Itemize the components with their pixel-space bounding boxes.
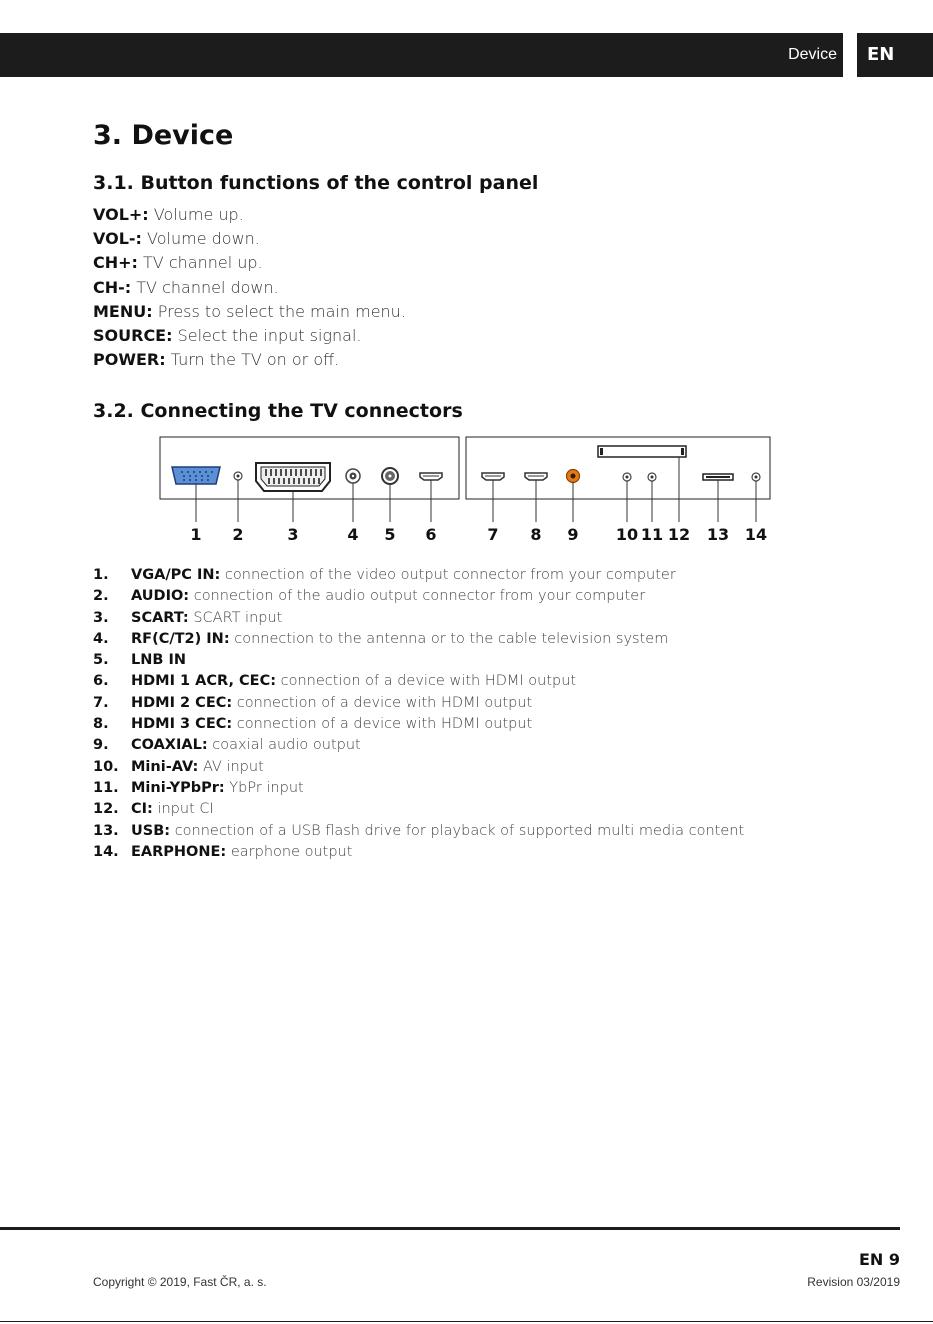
usb-port-icon xyxy=(703,474,733,480)
section-heading-buttons: 3.1. Button functions of the control panel xyxy=(93,172,539,194)
legend-text: connection of a device with HDMI output xyxy=(236,694,533,711)
legend-label: AUDIO: xyxy=(131,588,190,605)
legend-label: VGA/PC IN: xyxy=(131,567,221,583)
callout-number: 9 xyxy=(567,525,579,544)
legend-item xyxy=(93,757,893,778)
legend-number: 8. xyxy=(93,716,109,733)
button-key: CH-: xyxy=(93,277,132,297)
legend-number: 1. xyxy=(93,567,109,583)
legend-number: 5. xyxy=(93,652,109,669)
legend-text: connection of the video output connector from your computer xyxy=(224,567,676,583)
legend-text: AV input xyxy=(202,758,264,775)
language-tab: EN xyxy=(857,33,933,77)
button-key: POWER: xyxy=(93,350,166,370)
connector-diagram xyxy=(0,430,933,550)
section-heading-connectors: 3.2. Connecting the TV connectors xyxy=(93,400,463,422)
connector-legend xyxy=(93,565,893,863)
hdmi-port-icon xyxy=(525,473,547,480)
legend-text: coaxial audio output xyxy=(212,737,361,754)
callout-number: 12 xyxy=(667,525,691,544)
legend-item xyxy=(93,842,893,863)
legend-number: 11. xyxy=(93,779,119,796)
button-desc: Turn the TV on or off. xyxy=(170,350,340,370)
scart-port-icon xyxy=(256,463,330,491)
coaxial-port-icon xyxy=(567,470,580,483)
legend-number: 3. xyxy=(93,609,109,626)
button-function-row xyxy=(93,300,793,324)
legend-number: 13. xyxy=(93,822,119,839)
button-function-row xyxy=(93,251,793,275)
legend-number: 7. xyxy=(93,694,109,711)
button-key: CH+: xyxy=(93,253,138,273)
legend-label: LNB IN xyxy=(131,652,187,669)
legend-label: RF(C/T2) IN: xyxy=(131,630,230,647)
legend-item xyxy=(93,714,893,735)
button-key: SOURCE: xyxy=(93,326,173,346)
page-number: EN 9 xyxy=(858,1250,900,1269)
rf-antenna-port-icon xyxy=(346,469,360,483)
button-desc: Volume down. xyxy=(147,229,260,249)
callout-number: 11 xyxy=(640,525,664,544)
button-function-row xyxy=(93,227,793,251)
copyright-notice: Copyright © 2019, Fast ČR, a. s. xyxy=(93,1275,267,1289)
header-section-title: Device xyxy=(788,46,837,63)
legend-number: 9. xyxy=(93,737,109,754)
callout-number: 8 xyxy=(530,525,542,544)
hdmi-port-icon xyxy=(482,473,504,480)
legend-text: connection of a USB flash drive for playback of supported multi media content xyxy=(174,822,745,839)
legend-number: 2. xyxy=(93,588,109,605)
legend-item xyxy=(93,799,893,820)
callout-number: 4 xyxy=(347,525,359,544)
button-key: VOL-: xyxy=(93,229,142,249)
button-desc: Select the input signal. xyxy=(177,326,362,346)
legend-item xyxy=(93,778,893,799)
ci-slot-icon xyxy=(598,446,686,457)
legend-label: HDMI 2 CEC: xyxy=(131,694,233,711)
legend-item xyxy=(93,565,893,586)
legend-number: 10. xyxy=(93,758,119,775)
header-bar xyxy=(0,33,843,77)
callout-number: 13 xyxy=(706,525,730,544)
button-desc: Volume up. xyxy=(153,205,244,224)
legend-text: connection of a device with HDMI output xyxy=(280,673,577,690)
legend-item xyxy=(93,693,893,714)
callout-number: 14 xyxy=(744,525,768,544)
legend-label: SCART: xyxy=(131,609,189,626)
mini-av-jack-icon xyxy=(623,473,631,481)
legend-label: COAXIAL: xyxy=(131,737,208,754)
legend-item xyxy=(93,650,893,671)
button-key: VOL+: xyxy=(93,205,149,224)
legend-item xyxy=(93,586,893,607)
button-function-row xyxy=(93,324,793,348)
legend-number: 14. xyxy=(93,843,119,860)
legend-label: HDMI 3 CEC: xyxy=(131,716,233,733)
legend-text: connection of a device with HDMI output xyxy=(236,716,533,733)
legend-item xyxy=(93,735,893,756)
button-function-row xyxy=(93,276,793,300)
legend-item xyxy=(93,671,893,692)
legend-text: SCART input xyxy=(193,609,283,626)
callout-number: 6 xyxy=(425,525,437,544)
button-function-row xyxy=(93,203,793,227)
button-desc: TV channel up. xyxy=(143,253,263,273)
legend-label: USB: xyxy=(131,822,171,839)
button-function-row xyxy=(93,348,793,372)
legend-label: HDMI 1 ACR, CEC: xyxy=(131,673,277,690)
bottom-divider xyxy=(0,1321,933,1322)
legend-item xyxy=(93,608,893,629)
mini-ypbpr-jack-icon xyxy=(648,473,656,481)
revision-label: Revision 03/2019 xyxy=(807,1275,900,1289)
hdmi-port-icon xyxy=(420,473,442,480)
callout-number: 5 xyxy=(384,525,396,544)
legend-text: connection of the audio output connector from your computer xyxy=(193,588,646,605)
legend-item xyxy=(93,821,893,842)
legend-label: CI: xyxy=(131,801,153,818)
callout-number: 10 xyxy=(615,525,639,544)
button-key: MENU: xyxy=(93,301,153,321)
button-functions-list xyxy=(93,203,793,372)
callout-number: 1 xyxy=(190,525,202,544)
legend-text: input CI xyxy=(157,801,214,818)
callout-number: 3 xyxy=(287,525,299,544)
legend-label: EARPHONE: xyxy=(131,843,227,860)
button-desc: TV channel down. xyxy=(136,277,279,297)
page-title: 3. Device xyxy=(93,120,234,151)
legend-text: connection to the antenna or to the cable television system xyxy=(234,630,669,647)
legend-text: YbPr input xyxy=(229,779,304,796)
legend-text: earphone output xyxy=(230,843,353,860)
legend-label: Mini-AV: xyxy=(131,758,199,775)
button-desc: Press to select the main menu. xyxy=(157,301,406,321)
callout-number: 2 xyxy=(232,525,244,544)
legend-number: 4. xyxy=(93,630,109,647)
legend-number: 12. xyxy=(93,801,119,818)
vga-port-icon xyxy=(172,467,220,484)
callout-number: 7 xyxy=(487,525,499,544)
legend-number: 6. xyxy=(93,673,109,690)
earphone-jack-icon xyxy=(752,473,760,481)
footer-divider xyxy=(0,1227,900,1230)
lnb-port-icon xyxy=(382,468,398,484)
audio-jack-icon xyxy=(234,472,242,480)
legend-item xyxy=(93,629,893,650)
legend-label: Mini-YPbPr: xyxy=(131,779,225,796)
